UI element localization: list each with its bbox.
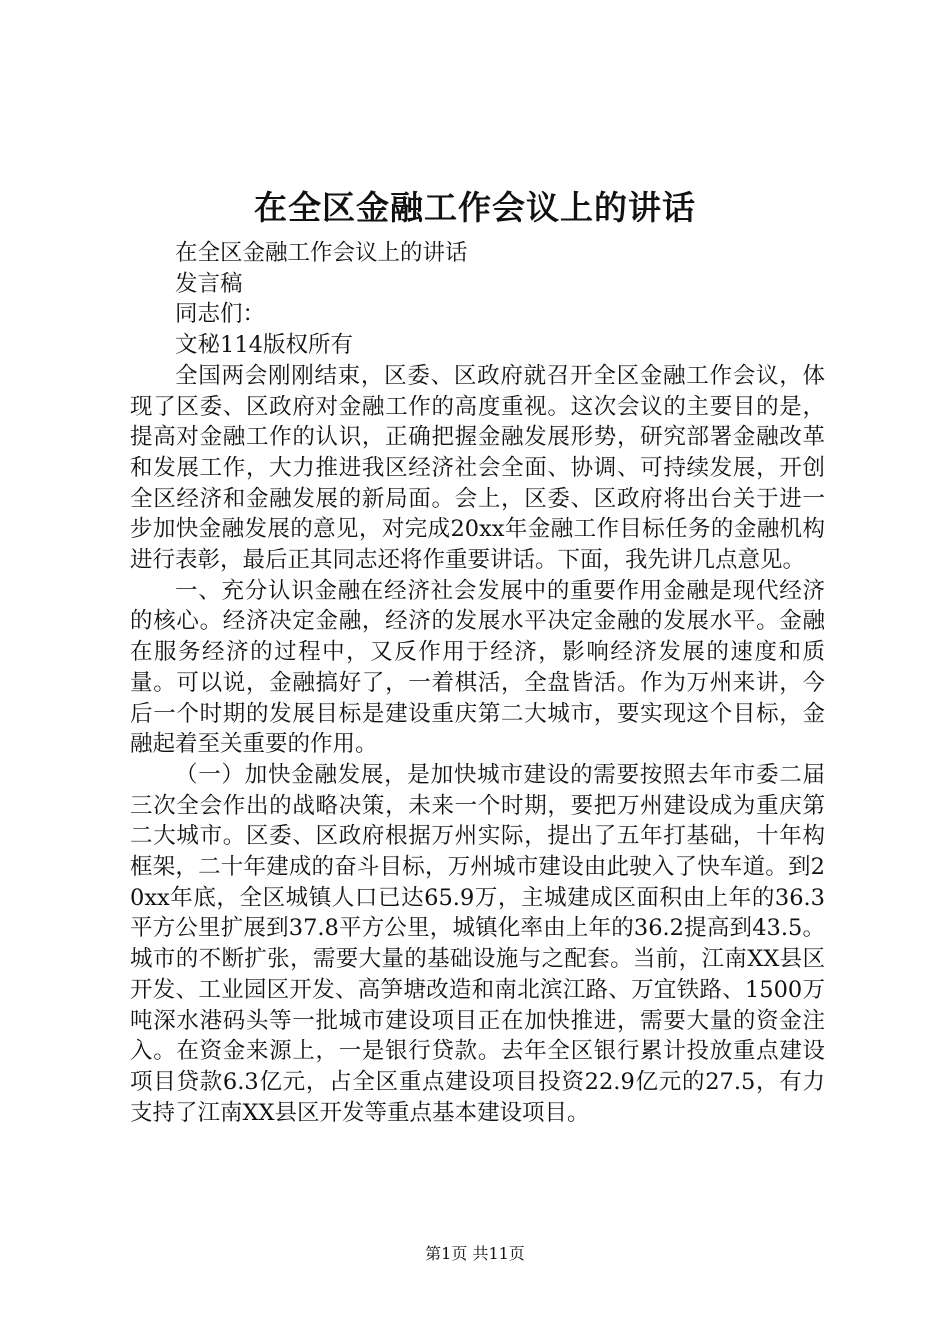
page-footer: 第1页 共11页 [425, 1244, 525, 1263]
paragraph-intro: 全国两会刚刚结束，区委、区政府就召开全区金融工作会议，体现了区委、区政府对金融工作的高度重视。这次会议的主要目的是，提高对金融工作的认识，正确把握金融发展形势，研究部署金融改革和发展工作，大力推进我区经济社会全面、协调、可持续发展，开创全区经济和金融发展的新局面。会上，区委、区政府将出台关于进一步加快金融发展的意见，对完成20xx年金融工作目标任务的金融机构进行表彰，最后正其同志还将作重要讲话。下面，我先讲几点意见。 [130, 362, 825, 574]
document-body [130, 238, 825, 1128]
paragraph-speech-label: 发言稿 [175, 270, 243, 297]
document-title: 在全区金融工作会议上的讲话 [254, 188, 696, 227]
paragraph-subtitle: 在全区金融工作会议上的讲话 [175, 240, 468, 266]
paragraph-greeting: 同志们： [175, 301, 266, 328]
paragraph-section-one-a: （一）加快金融发展，是加快城市建设的需要按照去年市委二届三次全会作出的战略决策，未来一个时期，要把万州建设成为重庆第二大城市。区委、区政府根据万州实际，提出了五年打基础，十年构框架，二十年建成的奋斗目标，万州城市建设由此驶入了快车道。到20xx年底，全区城镇人口已达65.9万，主城建成区面积由上年的36.3平方公里扩展到37.8平方公里，城镇化率由上年的36.2提高到43.5。城市的不断扩张，需要大量的基础设施与之配套。当前，江南XX县区开发、工业园区开发、高笋塘改造和南北滨江路、万宜铁路、1500万吨深水港码头等一批城市建设项目正在加快推进，需要大量的资金注入。在资金来源上，一是银行贷款。去年全区银行累计投放重点建设项目贷款6.3亿元，占全区重点建设项目投资22.9亿元的27.5，有力支持了江南XX县区开发等重点基本建设项目。 [130, 761, 825, 1126]
paragraph-section-one: 一、充分认识金融在经济社会发展中的重要作用金融是现代经济的核心。经济决定金融，经济的发展水平决定金融的发展水平。金融在服务经济的过程中，又反作用于经济，影响经济发展的速度和质量。可以说，金融搞好了，一着棋活，全盘皆活。作为万州来讲，今后一个时期的发展目标是建设重庆第二大城市，要实现这个目标，金融起着至关重要的作用。 [130, 577, 825, 758]
paragraph-copyright: 文秘114版权所有 [175, 332, 353, 359]
